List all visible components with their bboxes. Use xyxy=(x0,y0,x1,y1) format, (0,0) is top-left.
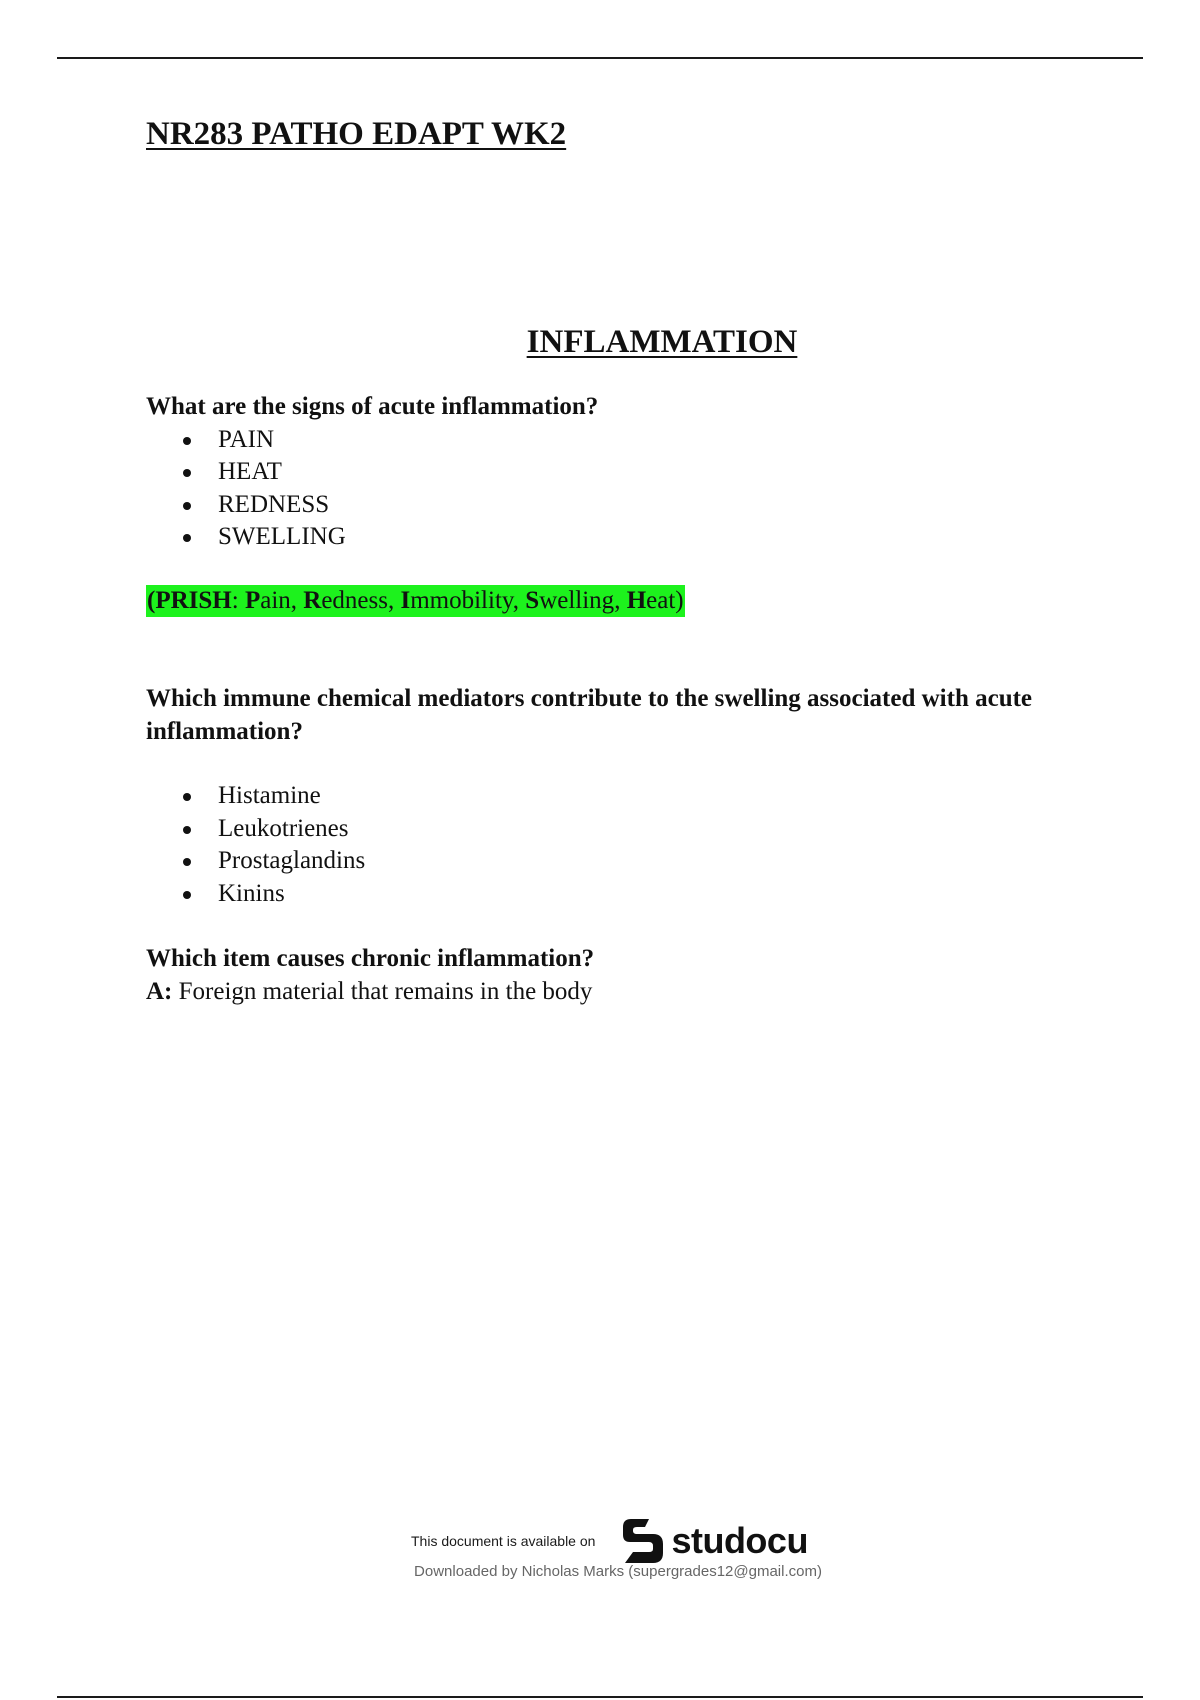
answer-text: Kinins xyxy=(218,879,285,907)
answer-text: SWELLING xyxy=(218,523,346,550)
bullet-icon xyxy=(183,858,191,866)
answer-text: Foreign material that remains in the body xyxy=(178,977,593,1005)
section-title-inflammation: INFLAMMATION xyxy=(526,324,798,360)
question-1-block xyxy=(146,391,1146,554)
question-2-block xyxy=(146,683,1146,748)
document-title: NR283 PATHO EDAPT WK2 xyxy=(146,116,567,152)
mnemonic-word: welling xyxy=(539,587,615,614)
bullet-icon xyxy=(183,891,191,899)
mnemonic-word: ain xyxy=(260,587,291,614)
question-2-answers xyxy=(146,780,1146,910)
list-item xyxy=(146,456,1146,489)
answer-text: PAIN xyxy=(218,425,275,453)
answer-text: HEAT xyxy=(218,458,282,485)
answer-text: Leukotrienes xyxy=(218,814,349,842)
bottom-rule xyxy=(57,1696,1143,1698)
list-item xyxy=(146,521,1146,554)
mnemonic-punct: , xyxy=(290,587,304,614)
availability-text: This document is available on xyxy=(411,1533,596,1549)
mnemonic-open: ( xyxy=(147,587,156,614)
availability-row xyxy=(411,1513,808,1569)
mnemonic-acronym: PRISH xyxy=(155,587,232,614)
question-2: Which immune chemical mediators contribute to the swelling associated with acute inflammation? xyxy=(146,685,1033,745)
list-item xyxy=(146,813,1146,846)
bullet-icon xyxy=(183,469,191,477)
top-rule xyxy=(57,57,1143,59)
bullet-icon xyxy=(183,826,191,834)
list-item xyxy=(146,424,1146,457)
mnemonic-separator: : xyxy=(231,587,245,614)
question-2-answers-block xyxy=(146,780,1146,910)
answer-text: Prostaglandins xyxy=(218,847,366,874)
mnemonic-initial: R xyxy=(303,587,322,614)
mnemonic-initial: I xyxy=(400,587,411,614)
list-item xyxy=(146,780,1146,813)
question-3: Which item causes chronic inflammation? xyxy=(146,945,595,972)
prish-mnemonic xyxy=(146,585,685,617)
mnemonic-punct: ) xyxy=(675,587,684,614)
studocu-logo-icon xyxy=(619,1515,667,1567)
question-3-block xyxy=(146,943,1146,1008)
mnemonic-word: mmobility xyxy=(410,587,513,614)
mnemonic-initial: P xyxy=(244,587,261,614)
question-1: What are the signs of acute inflammation? xyxy=(146,393,599,420)
downloaded-by-text: Downloaded by Nicholas Marks (supergrades12@gmail.com) xyxy=(414,1563,822,1580)
mnemonic-punct: , xyxy=(614,587,627,614)
bullet-icon xyxy=(183,502,191,510)
question-1-answers xyxy=(146,424,1146,554)
answer-text: Histamine xyxy=(218,782,321,809)
list-item xyxy=(146,845,1146,878)
bullet-icon xyxy=(183,793,191,801)
mnemonic-punct: , xyxy=(387,587,401,614)
studocu-brand: studocu xyxy=(671,1520,808,1561)
mnemonic-initial: H xyxy=(626,587,647,614)
mnemonic-initial: S xyxy=(525,587,540,614)
mnemonic-block xyxy=(146,585,1146,618)
mnemonic-word: edness xyxy=(321,587,388,614)
question-3-answer xyxy=(146,976,1146,1009)
list-item xyxy=(146,878,1146,911)
mnemonic-punct: , xyxy=(512,587,526,614)
answer-label: A: xyxy=(146,977,173,1005)
bullet-icon xyxy=(183,534,191,542)
answer-text: REDNESS xyxy=(218,490,330,518)
mnemonic-word: eat xyxy=(646,587,676,614)
bullet-icon xyxy=(183,437,191,445)
list-item xyxy=(146,489,1146,522)
